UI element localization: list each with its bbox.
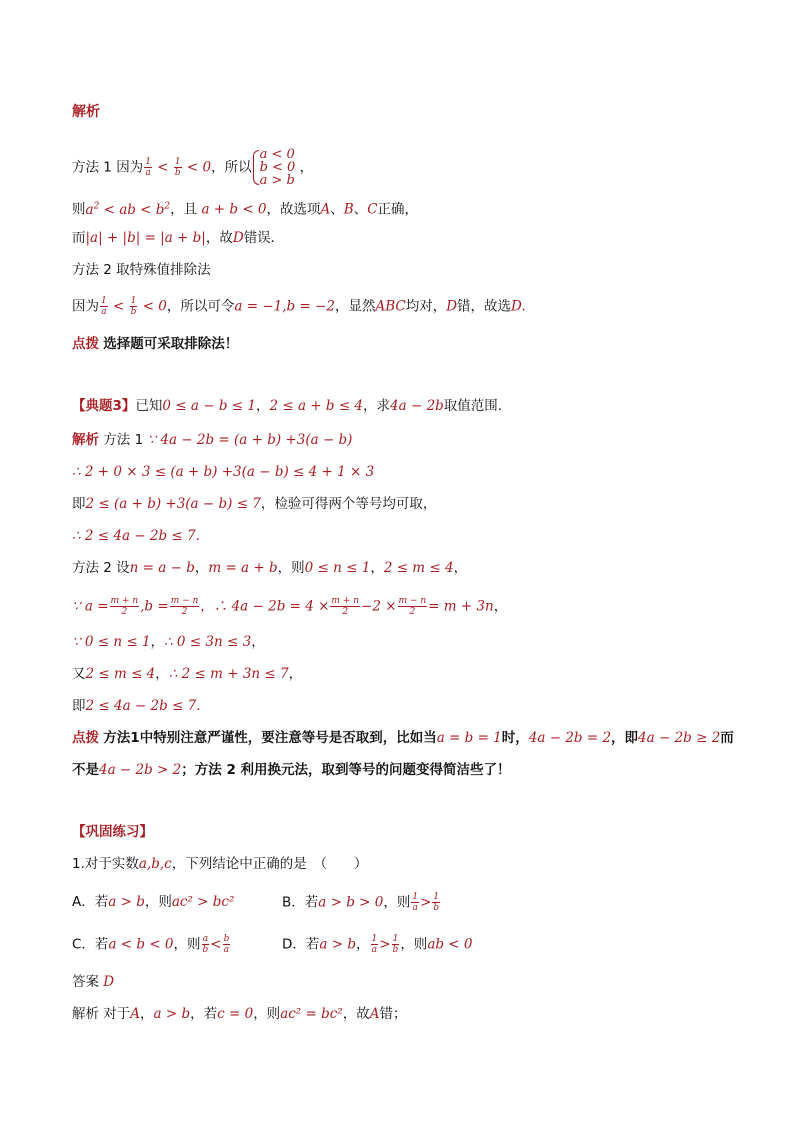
method2-title: 方法 2 取特殊值排除法 (72, 262, 211, 278)
tip-label: 点拨 (72, 336, 99, 352)
tip-line: 点拨 方法1中特别注意严谨性，要注意等号是否取到，比如当a = b = 1时，4a − 2b = 2，即4a − 2b ≥ 2而 (72, 730, 734, 746)
math-line: ∵ 0 ≤ n ≤ 1，∴ 0 ≤ 3n ≤ 3， (72, 634, 265, 650)
tip-line: 点拨 选择题可采取排除法！ (72, 336, 239, 352)
question-1: 1.对于实数a,b,c，下列结论中正确的是 （ ） (72, 856, 368, 872)
option-b: B．若a > b > 0，则 $\frac{1}{a}$ > $\frac{1}{b}$ (282, 892, 440, 913)
section-title-analysis: 解析 (72, 104, 100, 120)
practice-label: 【巩固练习】 (72, 824, 153, 840)
example3-method1: 解析 方法 1 ∵ 4a − 2b = (a + b) +3(a − b) (72, 432, 353, 448)
explanation-line: 解析 对于A，a > b，若c = 0，则ac² = bc²，故A错； (72, 1006, 407, 1022)
math-line: 即2 ≤ 4a − 2b ≤ 7. (72, 698, 201, 714)
method2-line: 因为 $\frac{1}{a}$ < $\frac{1}{b}$ < 0，所以可令a = −1,b = −2，显然ABC均对，D错，故选D. (72, 296, 526, 317)
fraction: $\frac{1}{b}$ (174, 157, 181, 178)
math-line: 又2 ≤ m ≤ 4，∴ 2 ≤ m + 3n ≤ 7， (72, 666, 303, 682)
fraction: $\frac{1}{a}$ (145, 157, 151, 178)
option-c: C．若a < b < 0，则 $\frac{a}{b}$ < $\frac{b}{a}$ (72, 934, 230, 955)
math-line: ∵ a = $\frac{m + n}{2}$ ,b = $\frac{m - n}{2}$ ，∴ 4a − 2b = 4 × $\frac{m + n}{2}$ −2 × $\frac{m - n}{2}$ = m + 3n， (72, 596, 508, 617)
math-line: 即2 ≤ (a + b) +3(a − b) ≤ 7，检验可得两个等号均可取， (72, 496, 437, 512)
method1-line: 方法 1 因为 $\frac{1}{a}$ < $\frac{1}{b}$ < 0，所以 a < 0 b < 0 a > b ， (72, 147, 314, 188)
math-line: ∴ 2 ≤ 4a − 2b ≤ 7. (72, 528, 200, 544)
math-line: ∴ 2 + 0 × 3 ≤ (a + b) +3(a − b) ≤ 4 + 1 × 3 (72, 464, 375, 480)
example3-method2: 方法 2 设n = a − b，m = a + b，则0 ≤ n ≤ 1，2 ≤ m ≤ 4， (72, 560, 468, 576)
answer-line: 答案 D (72, 974, 115, 990)
tip-line2: 不是4a − 2b > 2；方法 2 利用换元法，取到等号的问题变得简洁些了！ (72, 762, 511, 778)
system-brace: a < 0 b < 0 a > b (252, 148, 296, 187)
method1-line3: 而|a| + |b| = |a + b|，故D错误. (72, 230, 275, 246)
option-a: A．若a > b，则ac² > bc² (72, 894, 235, 910)
answer-value: D (103, 974, 115, 990)
example3-question: 【典题3】已知0 ≤ a − b ≤ 1，2 ≤ a + b ≤ 4，求4a − 2b取值范围. (72, 398, 503, 414)
method-label: 方法 1 (72, 159, 112, 176)
example-label: 【典题3】 (72, 398, 136, 414)
option-d: D．若a > b， $\frac{1}{a}$ > $\frac{1}{b}$ ，则ab < 0 (282, 934, 473, 955)
method1-line2: 则$a^2$ < ab < $b^2$，且 a + b < 0，故选项A、B、C正确， (72, 201, 419, 218)
